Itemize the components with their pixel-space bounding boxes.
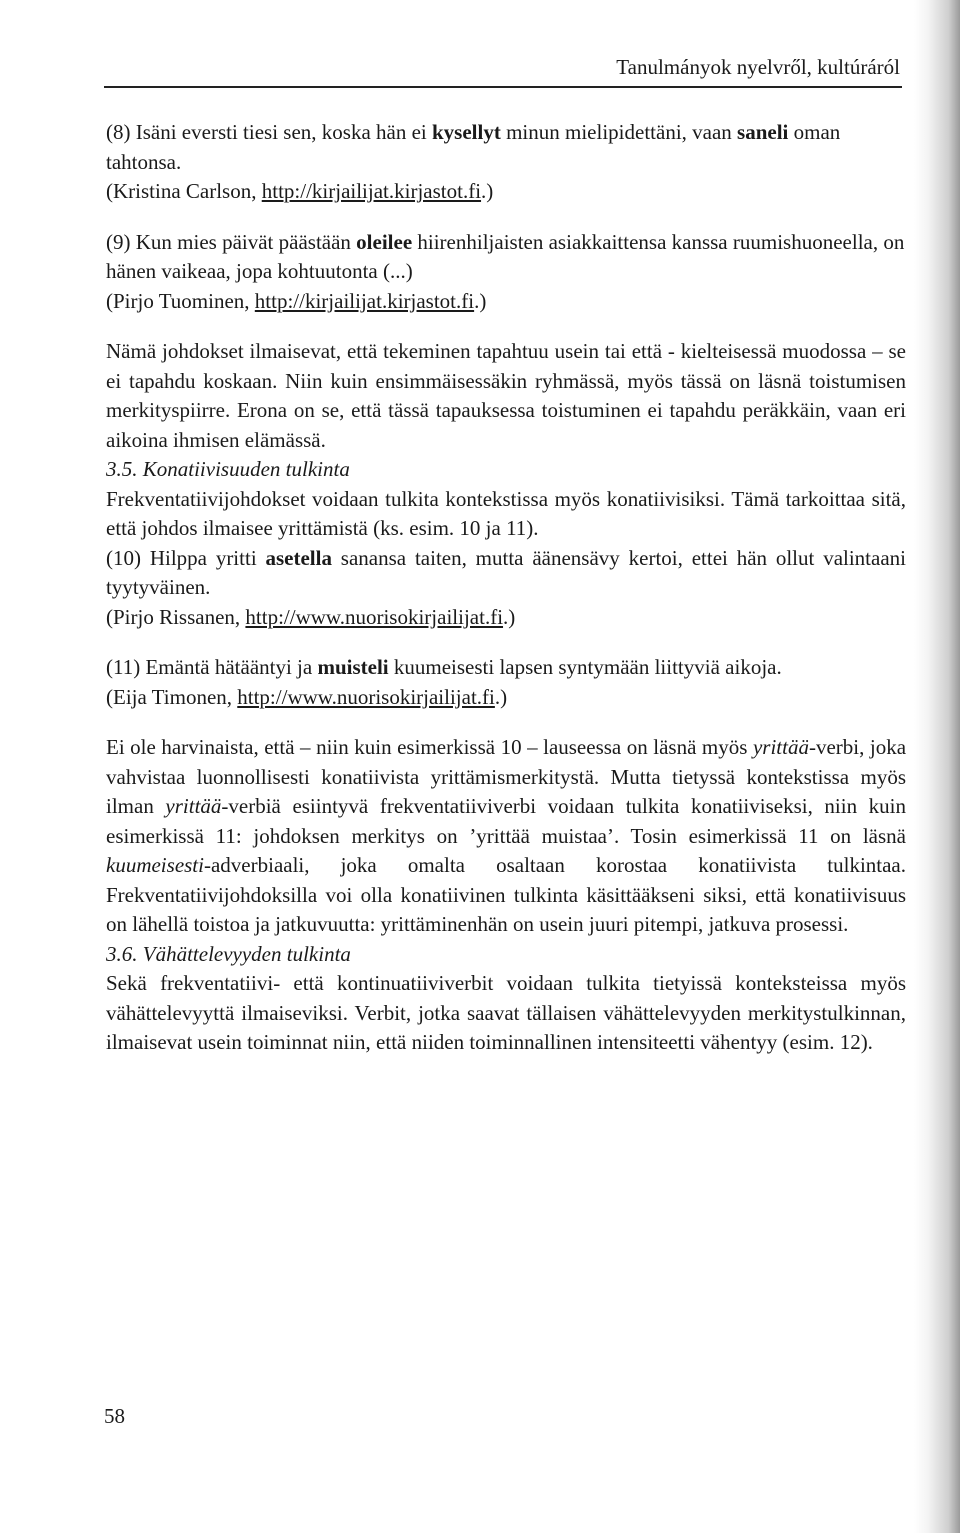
page-number: 58 — [104, 1404, 125, 1428]
paragraph-3-part-1: Ei ole harvinaista, että – niin kuin esimerkissä 10 – lauseessa on läsnä myös — [106, 735, 753, 759]
example-8-verb-2: saneli — [737, 120, 789, 144]
example-10-verb: asetella — [265, 545, 332, 570]
citation-author: (Kristina Carlson, — [106, 179, 262, 203]
example-8-text-c: oman tahtonsa. — [106, 120, 841, 174]
paragraph-3-part-3: -verbiä esiintyvä frekventatiiviverbi voidaan tulkita konatiiviseksi, niin kuin esimerkissä 11: johdoksen merkitys on ’yrittää muistaa’. Tosin esimerkissä 11 on läsnä — [106, 794, 906, 848]
example-10-citation — [106, 603, 906, 633]
example-9-citation — [106, 287, 906, 317]
example-10-text-b: sanansa taiten, mutta äänensävy kertoi, ettei hän ollut valintaani tyytyväinen. — [106, 545, 906, 599]
paragraph-1: Nämä johdokset ilmaisevat, että tekeminen tapahtuu usein tai että - kielteisessä muodossa – se ei tapahdu koskaan. Niin kuin ensimmäisessäkin ryhmässä, myös tässä on läsnä toistumisen merkityspiirre. Erona on se, että tässä tapauksessa toistuminen ei tapahdu peräkkäin, vaan eri aikoina ihmisen elämässä. — [106, 339, 906, 452]
page-edge-shadow — [914, 0, 960, 1533]
example-9-verb: oleilee — [356, 229, 413, 254]
citation-link[interactable]: http://kirjailijat.kirjastot.fi — [261, 179, 482, 203]
running-header: Tanulmányok nyelvről, kultúráról — [616, 55, 900, 79]
section-number: 3.6. — [106, 941, 138, 966]
example-9-text-a: (9) Kun mies päivät päästään — [106, 229, 357, 254]
example-11-text-a: (11) Emäntä hätääntyi ja — [106, 655, 318, 679]
example-9-text — [106, 228, 906, 287]
citation-link[interactable]: http://www.nuorisokirjailijat.fi — [245, 604, 504, 629]
example-10 — [106, 544, 906, 633]
paragraph-4: Sekä frekventatiivi- että kontinuatiiviverbit voidaan tulkita tietyissä konteksteissa myös vähättelevyyttä ilmaiseviksi. Verbit, jotka saavat tällaisen vähättelevyyden merkitystulkinnan, ilmaisevat usein toiminnat niin, että niiden toiminnallinen intensiteetti vähentyy (esim. 12). — [106, 971, 906, 1054]
section-title: Vähättelevyyden tulkinta — [142, 941, 351, 966]
citation-link[interactable]: http://kirjailijat.kirjastot.fi — [254, 288, 475, 313]
section-title: Konatiivisuuden tulkinta — [142, 457, 350, 481]
citation-link[interactable]: http://www.nuorisokirjailijat.fi — [237, 684, 495, 709]
example-9-text-b: hiirenhiljaisten asiakkaittensa kanssa ruumishuoneella, on hänen vaikeaa, jopa kohtuutonta (...) — [106, 229, 905, 283]
example-11-verb: muisteli — [317, 655, 389, 679]
citation-suffix: .) — [503, 604, 516, 629]
example-11-text-b: kuumeisesti lapsen syntymään liittyviä aikoja. — [388, 655, 782, 679]
example-9 — [106, 228, 906, 317]
page-body — [106, 118, 906, 1058]
paragraph-2: Frekventatiivijohdokset voidaan tulkita kontekstissa myös konatiivisiksi. Tämä tarkoittaa sitä, että johdos ilmaisee yrittämistä (ks. esim. 10 ja 11). — [106, 486, 906, 540]
example-8-text-b: minun mielipidettäni, vaan — [500, 120, 738, 144]
citation-author: (Eija Timonen, — [106, 684, 238, 709]
section-heading-3-6 — [106, 940, 906, 970]
example-11-text — [106, 653, 906, 683]
example-10-text — [106, 544, 906, 603]
example-10-text-a: (10) Hilppa yritti — [106, 545, 266, 570]
citation-author: (Pirjo Tuominen, — [106, 288, 255, 313]
paragraph-3-term-2: yrittää — [165, 794, 222, 818]
example-11 — [106, 653, 906, 712]
section-number: 3.5. — [106, 457, 138, 481]
paragraph-3 — [106, 733, 906, 940]
paragraph-3-part-4: -adverbiaali, joka omalta osaltaan korostaa konatiivista tulkintaa. Frekventatiivijohdoksilla voi olla konatiivinen tulkinta käsittääkseni siksi, että konatiivisuus on lähellä toistoa ja jatkuvuutta: yrittäminenhän on usein juuri pitempi, jatkuva prosessi. — [106, 853, 906, 936]
example-8-citation — [106, 177, 906, 207]
example-8-text — [106, 118, 906, 177]
citation-suffix: .) — [481, 179, 494, 203]
paragraph-3-term-1: yrittää — [752, 735, 809, 759]
section-heading-3-5 — [106, 455, 906, 485]
paragraph-3-part-2: -verbi, joka vahvistaa luonnollisesti konatiivista yrittämismerkitystä. Mutta tietyssä kontekstissa myös ilman — [106, 735, 907, 818]
citation-suffix: .) — [474, 288, 487, 313]
example-8-verb: kysellyt — [432, 120, 501, 144]
header-rule — [104, 86, 902, 88]
example-8 — [106, 118, 906, 207]
example-11-citation — [106, 683, 906, 713]
citation-author: (Pirjo Rissanen, — [106, 604, 246, 629]
citation-suffix: .) — [494, 684, 508, 709]
paragraph-3-term-3: kuumeisesti — [106, 853, 204, 877]
example-8-text-a: (8) Isäni eversti tiesi sen, koska hän ei — [106, 120, 432, 144]
